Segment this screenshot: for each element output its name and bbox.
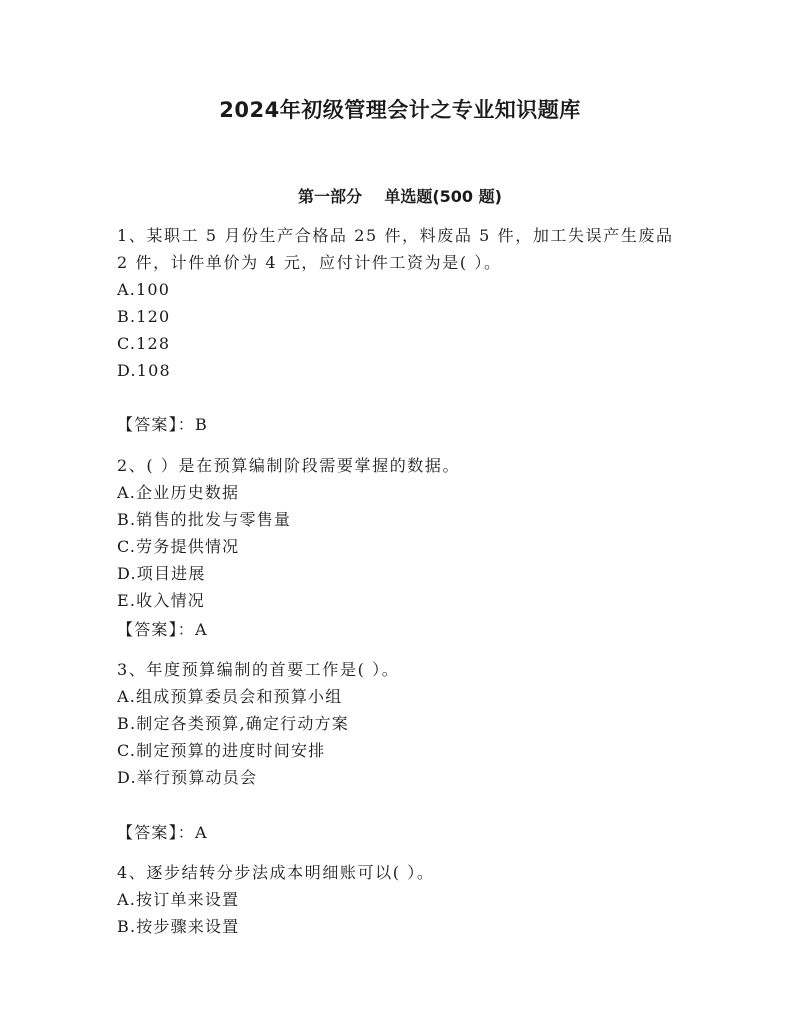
question-3-option-a: A.组成预算委员会和预算小组 [117, 687, 343, 706]
question-4-text: 4、逐步结转分步法成本明细账可以( ）。 [117, 863, 435, 882]
question-2-option-d: D.项目进展 [117, 564, 206, 583]
question-1-option-a: A.100 [117, 280, 171, 299]
question-4-option-b: B.按步骤来设置 [117, 917, 240, 936]
question-1-option-c: C.128 [117, 334, 171, 353]
question-2-option-c: C.劳务提供情况 [117, 537, 240, 556]
question-1-option-d: D.108 [117, 361, 171, 380]
document-title: 2024年初级管理会计之专业知识题库 [219, 98, 581, 122]
question-3-answer: 【答案】：A [117, 823, 208, 842]
question-1-text-line-2: 2 件，计件单价为 4 元，应付计件工资为是( ）。 [117, 253, 502, 272]
question-2-option-b: B.销售的批发与零售量 [117, 510, 292, 529]
section-title: 第一部分 单选题(500 题) [298, 187, 502, 206]
question-1-answer: 【答案】：B [117, 415, 208, 434]
question-3-option-b: B.制定各类预算,确定行动方案 [117, 714, 349, 733]
question-4-option-a: A.按订单来设置 [117, 890, 240, 909]
question-3-text: 3、年度预算编制的首要工作是( ）。 [117, 660, 400, 679]
question-3-option-d: D.举行预算动员会 [117, 768, 258, 787]
question-2-option-e: E.收入情况 [117, 591, 205, 610]
question-1-option-b: B.120 [117, 307, 171, 326]
question-2-text: 2、( ）是在预算编制阶段需要掌握的数据。 [117, 456, 461, 475]
question-1-text-line-1: 1、某职工 5 月份生产合格品 25 件，料废品 5 件，加工失误产生废品 [117, 226, 674, 245]
question-2-option-a: A.企业历史数据 [117, 483, 240, 502]
question-3-option-c: C.制定预算的进度时间安排 [117, 741, 326, 760]
question-2-answer: 【答案】：A [117, 620, 208, 639]
